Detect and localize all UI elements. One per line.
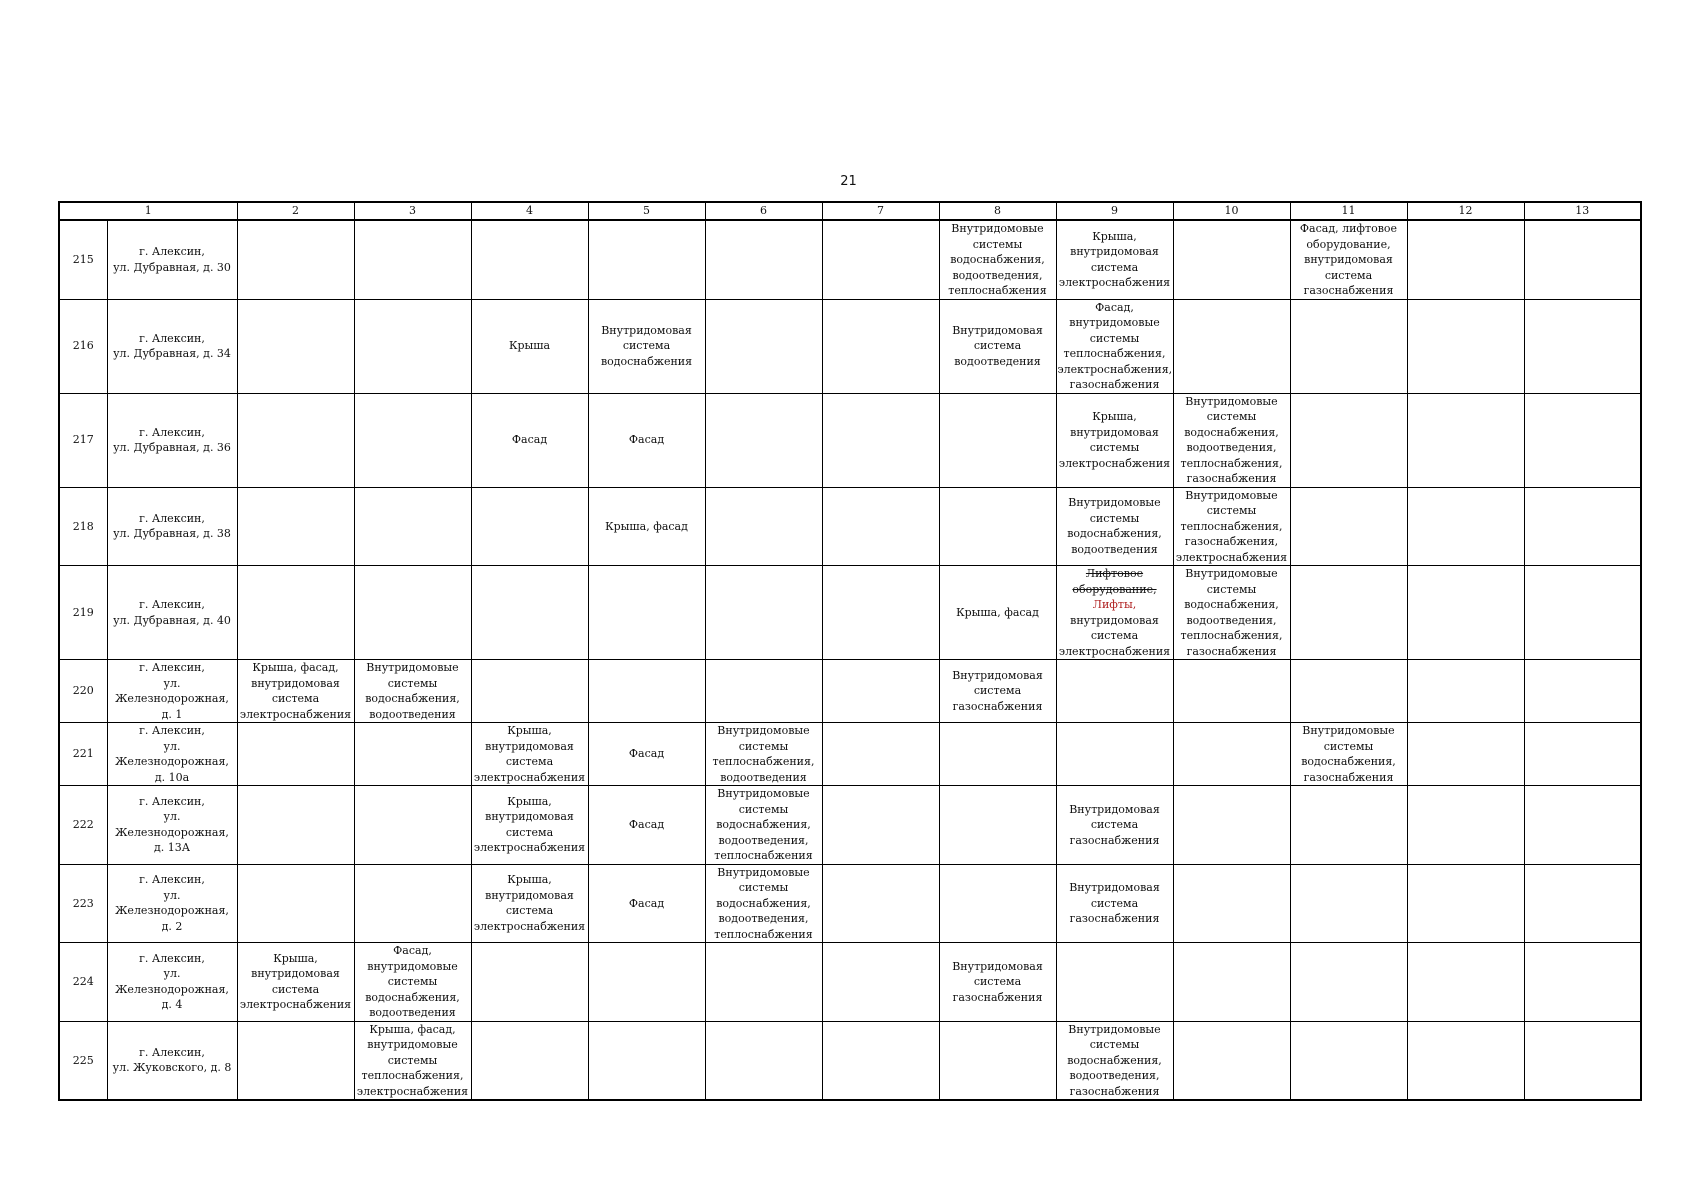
table-cell <box>588 660 705 723</box>
table-cell <box>1290 660 1407 723</box>
table-row <box>59 864 1641 943</box>
table-cell: Крыша, фасад <box>939 566 1056 660</box>
row-number: 217 <box>59 393 107 487</box>
table-cell <box>471 943 588 1022</box>
cell-text: внутридомовая система электроснабжения <box>1058 613 1171 658</box>
table-cell: Крыша, фасад <box>588 487 705 566</box>
table-row <box>59 660 1641 723</box>
table-cell <box>822 1021 939 1100</box>
table-cell: Фасад <box>588 786 705 865</box>
row-number: 216 <box>59 299 107 393</box>
table-cell <box>354 299 471 393</box>
table-cell: Внутридомовые системы водоснабжения, водоотведения <box>354 660 471 723</box>
table-cell <box>939 393 1056 487</box>
table-cell: Внутридомовые системы теплоснабжения, водоотведения <box>705 723 822 786</box>
table-cell <box>822 723 939 786</box>
table-cell: Фасад <box>588 393 705 487</box>
table-cell: Крыша, внутридомовая системы электроснабжения <box>1056 393 1173 487</box>
table-cell <box>1407 943 1524 1022</box>
table-cell <box>1524 566 1641 660</box>
table-cell <box>705 393 822 487</box>
address-cell: г. Алексин, ул. Дубравная, д. 30 <box>107 220 237 299</box>
table-cell <box>237 487 354 566</box>
column-header-13: 13 <box>1524 202 1641 220</box>
table-cell <box>822 943 939 1022</box>
table-cell <box>939 487 1056 566</box>
address-cell: г. Алексин, ул. Дубравная, д. 40 <box>107 566 237 660</box>
table-cell <box>822 660 939 723</box>
table-cell <box>705 660 822 723</box>
table-cell <box>1173 660 1290 723</box>
table-cell <box>588 566 705 660</box>
table-cell <box>822 393 939 487</box>
table-cell: Внутридомовые системы водоснабжения, водоотведения, теплоснабжения, газоснабжения <box>1173 566 1290 660</box>
table-row <box>59 566 1641 660</box>
table-cell <box>237 864 354 943</box>
table-cell <box>1173 786 1290 865</box>
table-cell <box>1407 864 1524 943</box>
table-row <box>59 786 1641 865</box>
table-cell: Фасад, внутридомовые системы водоснабжения, водоотведения <box>354 943 471 1022</box>
column-header-5: 5 <box>588 202 705 220</box>
table-cell <box>237 786 354 865</box>
table-cell <box>1524 723 1641 786</box>
table-cell: Внутридомовая система газоснабжения <box>1056 864 1173 943</box>
table-row <box>59 723 1641 786</box>
table-cell <box>705 943 822 1022</box>
address-cell: г. Алексин, ул. Железнодорожная, д. 1 <box>107 660 237 723</box>
row-number: 220 <box>59 660 107 723</box>
table-cell <box>354 864 471 943</box>
table-cell <box>822 299 939 393</box>
table-cell <box>1173 943 1290 1022</box>
table-cell <box>1173 1021 1290 1100</box>
table-cell: Внутридомовые системы теплоснабжения, газоснабжения, электроснабжения <box>1173 487 1290 566</box>
address-cell: г. Алексин, ул. Дубравная, д. 38 <box>107 487 237 566</box>
table-cell <box>1524 943 1641 1022</box>
table-cell: Крыша, внутридомовая система электроснабжения <box>237 943 354 1022</box>
table-cell <box>1407 1021 1524 1100</box>
table-cell: Внутридомовая система водоснабжения <box>588 299 705 393</box>
table-cell: Крыша, внутридомовая система электроснабжения <box>1056 220 1173 299</box>
table-cell <box>822 566 939 660</box>
table-cell: Крыша, внутридомовая система электроснабжения <box>471 723 588 786</box>
table-cell <box>354 393 471 487</box>
table-cell <box>471 566 588 660</box>
table-cell: Внутридомовая система газоснабжения <box>939 943 1056 1022</box>
table-row <box>59 220 1641 299</box>
table-cell <box>1290 786 1407 865</box>
table-cell: Внутридомовые системы водоснабжения, водоотведения, теплоснабжения, газоснабжения <box>1173 393 1290 487</box>
table-cell <box>1524 299 1641 393</box>
row-number: 222 <box>59 786 107 865</box>
table-cell <box>1407 566 1524 660</box>
table-cell <box>1290 566 1407 660</box>
table-cell: Внутридомовая система газоснабжения <box>939 660 1056 723</box>
table-cell: Внутридомовые системы водоснабжения, водоотведения, теплоснабжения <box>705 786 822 865</box>
table-cell <box>1056 566 1173 660</box>
table-cell <box>1524 393 1641 487</box>
table-cell <box>939 864 1056 943</box>
table-cell <box>1407 723 1524 786</box>
row-number: 215 <box>59 220 107 299</box>
table-cell <box>471 660 588 723</box>
table-row <box>59 1021 1641 1100</box>
table-cell: Крыша, фасад, внутридомовая система электроснабжения <box>237 660 354 723</box>
table-cell <box>1056 723 1173 786</box>
table-cell <box>939 786 1056 865</box>
column-header-6: 6 <box>705 202 822 220</box>
table-cell <box>822 864 939 943</box>
table-cell <box>822 487 939 566</box>
table-cell: Фасад <box>588 723 705 786</box>
table-cell <box>1407 786 1524 865</box>
table-cell <box>939 1021 1056 1100</box>
table-cell <box>1524 864 1641 943</box>
address-cell: г. Алексин, ул. Жуковского, д. 8 <box>107 1021 237 1100</box>
table-cell <box>822 220 939 299</box>
table-cell <box>354 723 471 786</box>
column-header-9: 9 <box>1056 202 1173 220</box>
row-number: 224 <box>59 943 107 1022</box>
table-cell <box>354 566 471 660</box>
table-cell: Фасад <box>471 393 588 487</box>
table-cell <box>939 723 1056 786</box>
table-cell: Фасад, внутридомовые системы теплоснабжения, электроснабжения, газоснабжения <box>1057 300 1173 391</box>
column-header-8: 8 <box>939 202 1056 220</box>
table-cell <box>1173 220 1290 299</box>
table-cell <box>1524 660 1641 723</box>
address-cell: г. Алексин, ул. Железнодорожная, д. 2 <box>107 864 237 943</box>
table-row <box>59 487 1641 566</box>
table-cell <box>1290 864 1407 943</box>
table-cell: Внутридомовая система газоснабжения <box>1056 786 1173 865</box>
table-cell <box>822 786 939 865</box>
column-header-1: 1 <box>59 202 237 220</box>
table-cell <box>1173 864 1290 943</box>
table-cell: Внутридомовые системы водоснабжения, водоотведения, газоснабжения <box>1056 1021 1173 1100</box>
table-cell: Внутридомовые системы водоснабжения, водоотведения, теплоснабжения <box>939 220 1056 299</box>
table-row <box>59 299 1641 393</box>
repair-schedule-table <box>58 201 1642 1101</box>
table-cell <box>237 723 354 786</box>
header-row <box>59 202 1641 220</box>
column-header-12: 12 <box>1407 202 1524 220</box>
table-row <box>59 393 1641 487</box>
table-cell <box>1290 299 1407 393</box>
table-cell: Внутридомовые системы водоснабжения, газоснабжения <box>1290 723 1407 786</box>
column-header-3: 3 <box>354 202 471 220</box>
row-number: 223 <box>59 864 107 943</box>
address-cell: г. Алексин, ул. Железнодорожная, д. 13А <box>107 786 237 865</box>
table-cell <box>237 393 354 487</box>
table-cell <box>1407 299 1524 393</box>
table-cell <box>354 786 471 865</box>
table-cell <box>1407 393 1524 487</box>
table-cell: Крыша, фасад, внутридомовые системы теплоснабжения, электроснабжения <box>354 1021 471 1100</box>
address-cell: г. Алексин, ул. Железнодорожная, д. 4 <box>107 943 237 1022</box>
table-cell <box>1407 660 1524 723</box>
table-cell <box>471 1021 588 1100</box>
column-header-7: 7 <box>822 202 939 220</box>
table-cell <box>1407 220 1524 299</box>
table-cell <box>705 566 822 660</box>
column-header-4: 4 <box>471 202 588 220</box>
table-cell <box>1290 943 1407 1022</box>
row-number: 225 <box>59 1021 107 1100</box>
address-cell: г. Алексин, ул. Дубравная, д. 34 <box>107 299 237 393</box>
table-cell: Крыша <box>471 299 588 393</box>
table-cell <box>1407 487 1524 566</box>
table-cell <box>354 220 471 299</box>
table-cell <box>588 943 705 1022</box>
column-header-11: 11 <box>1290 202 1407 220</box>
table-cell <box>588 220 705 299</box>
table-cell <box>705 220 822 299</box>
table-cell <box>237 566 354 660</box>
table-cell: Внутридомовые системы водоснабжения, водоотведения <box>1056 487 1173 566</box>
table-cell <box>471 220 588 299</box>
table-cell: Крыша, внутридомовая система электроснабжения <box>471 864 588 943</box>
column-header-2: 2 <box>237 202 354 220</box>
row-number: 219 <box>59 566 107 660</box>
table-cell <box>705 487 822 566</box>
table-cell <box>1524 1021 1641 1100</box>
table-cell: Внутридомовые системы водоснабжения, водоотведения, теплоснабжения <box>705 864 822 943</box>
table-cell: Внутридомовая система водоотведения <box>939 299 1056 393</box>
table-cell <box>1524 786 1641 865</box>
table-cell <box>354 487 471 566</box>
table-cell <box>1290 1021 1407 1100</box>
column-header-10: 10 <box>1173 202 1290 220</box>
table-cell <box>237 1021 354 1100</box>
inserted-text: Лифты, <box>1092 598 1137 611</box>
row-number: 221 <box>59 723 107 786</box>
table-cell <box>1290 393 1407 487</box>
table-row <box>59 943 1641 1022</box>
address-cell: г. Алексин, ул. Дубравная, д. 36 <box>107 393 237 487</box>
table-cell <box>1524 487 1641 566</box>
table-cell: Крыша, внутридомовая система электроснабжения <box>471 786 588 865</box>
table-cell <box>705 1021 822 1100</box>
table-cell <box>471 487 588 566</box>
table-cell <box>237 220 354 299</box>
table-cell <box>705 299 822 393</box>
table-cell <box>1173 723 1290 786</box>
address-cell: г. Алексин, ул. Железнодорожная, д. 10а <box>107 723 237 786</box>
table-cell <box>1524 220 1641 299</box>
table-cell <box>588 1021 705 1100</box>
table-cell <box>1056 943 1173 1022</box>
page-number: 21 <box>840 174 857 189</box>
table-cell: Фасад <box>588 864 705 943</box>
table-cell <box>237 299 354 393</box>
struck-text: Лифтовое оборудование, <box>1072 567 1157 596</box>
row-number: 218 <box>59 487 107 566</box>
table-cell: Фасад, лифтовое оборудование, внутридомовая система газоснабжения <box>1290 220 1407 299</box>
table-cell <box>1056 660 1173 723</box>
table-cell <box>1173 299 1290 393</box>
table-cell <box>1290 487 1407 566</box>
